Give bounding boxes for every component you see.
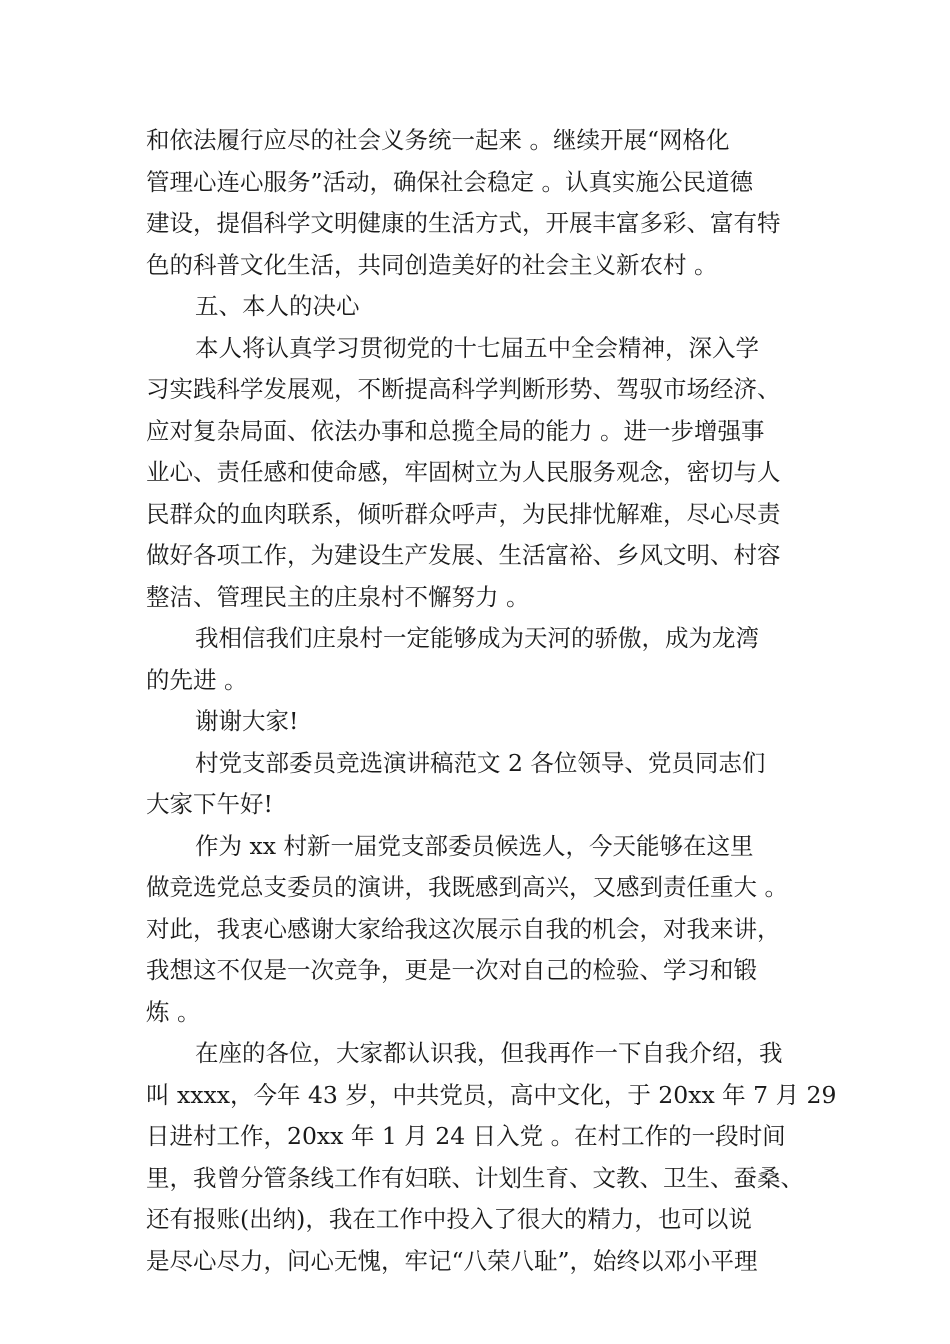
text-line: 和依法履行应尽的社会义务统一起来 。继续开展“网格化 (146, 126, 730, 154)
text-line: 大家下午好! (146, 790, 273, 818)
text-line: 作为 xx 村新一届党支部委员候选人，今天能够在这里 (195, 831, 754, 860)
text-line: 村党支部委员竞选演讲稿范文 2 各位领导、党员同志们 (195, 748, 766, 777)
text-line: 日进村工作，20xx 年 1 月 24 日入党 。在村工作的一段时间 (146, 1122, 786, 1150)
document-body (146, 120, 837, 1282)
text-line: 管理心连心服务”活动，确保社会稳定 。认真实施公民道德 (146, 167, 753, 196)
text-line: 习实践科学发展观，不断提高科学判断形势、驾驭市场经济、 (146, 375, 781, 403)
text-line: 炼 。 (146, 997, 201, 1026)
text-line: 做好各项工作，为建设生产发展、生活富裕、乡风文明、村容 (146, 541, 781, 569)
text-line: 应对复杂局面、依法办事和总揽全局的能力 。进一步增强事 (146, 416, 765, 445)
text-line: 整洁、管理民主的庄泉村不懈努力 。 (146, 582, 530, 611)
text-line: 民群众的血肉联系，倾听群众呼声，为民排忧解难，尽心尽责 (146, 499, 781, 528)
text-line: 叫 xxxx，今年 43 岁，中共党员，高中文化，于 20xx 年 7 月 29 (146, 1080, 837, 1109)
text-line: 我相信我们庄泉村一定能够成为天河的骄傲，成为龙湾 (195, 624, 759, 652)
text-line: 色的科普文化生活，共同创造美好的社会主义新农村 。 (146, 250, 718, 279)
text-line: 在座的各位，大家都认识我，但我再作一下自我介绍，我 (195, 1039, 783, 1067)
text-line: 本人将认真学习贯彻党的十七届五中全会精神，深入学 (195, 333, 759, 362)
text-line: 还有报账(出纳)，我在工作中投入了很大的精力，也可以说 (146, 1205, 752, 1233)
text-line: 的先进 。 (146, 665, 248, 694)
text-line: 建设，提倡科学文明健康的生活方式，开展丰富多彩、富有特 (146, 209, 781, 237)
text-line: 做竞选党总支委员的演讲，我既感到高兴，又感到责任重大 。 (146, 873, 788, 901)
text-line: 是尽心尽力，问心无愧，牢记“八荣八耻”，始终以邓小平理 (146, 1246, 758, 1275)
text-line: 谢谢大家! (195, 707, 299, 735)
section-heading: 五、本人的决心 (195, 292, 360, 320)
text-line: 我想这不仅是一次竞争，更是一次对自己的检验、学习和锻 (146, 956, 757, 984)
text-line: 业心、责任感和使命感，牢固树立为人民服务观念，密切与人 (146, 458, 781, 486)
text-line: 里，我曾分管条线工作有妇联、计划生育、文教、卫生、蚕桑、 (146, 1163, 804, 1192)
text-line: 对此，我衷心感谢大家给我这次展示自我的机会，对我来讲， (146, 914, 781, 943)
